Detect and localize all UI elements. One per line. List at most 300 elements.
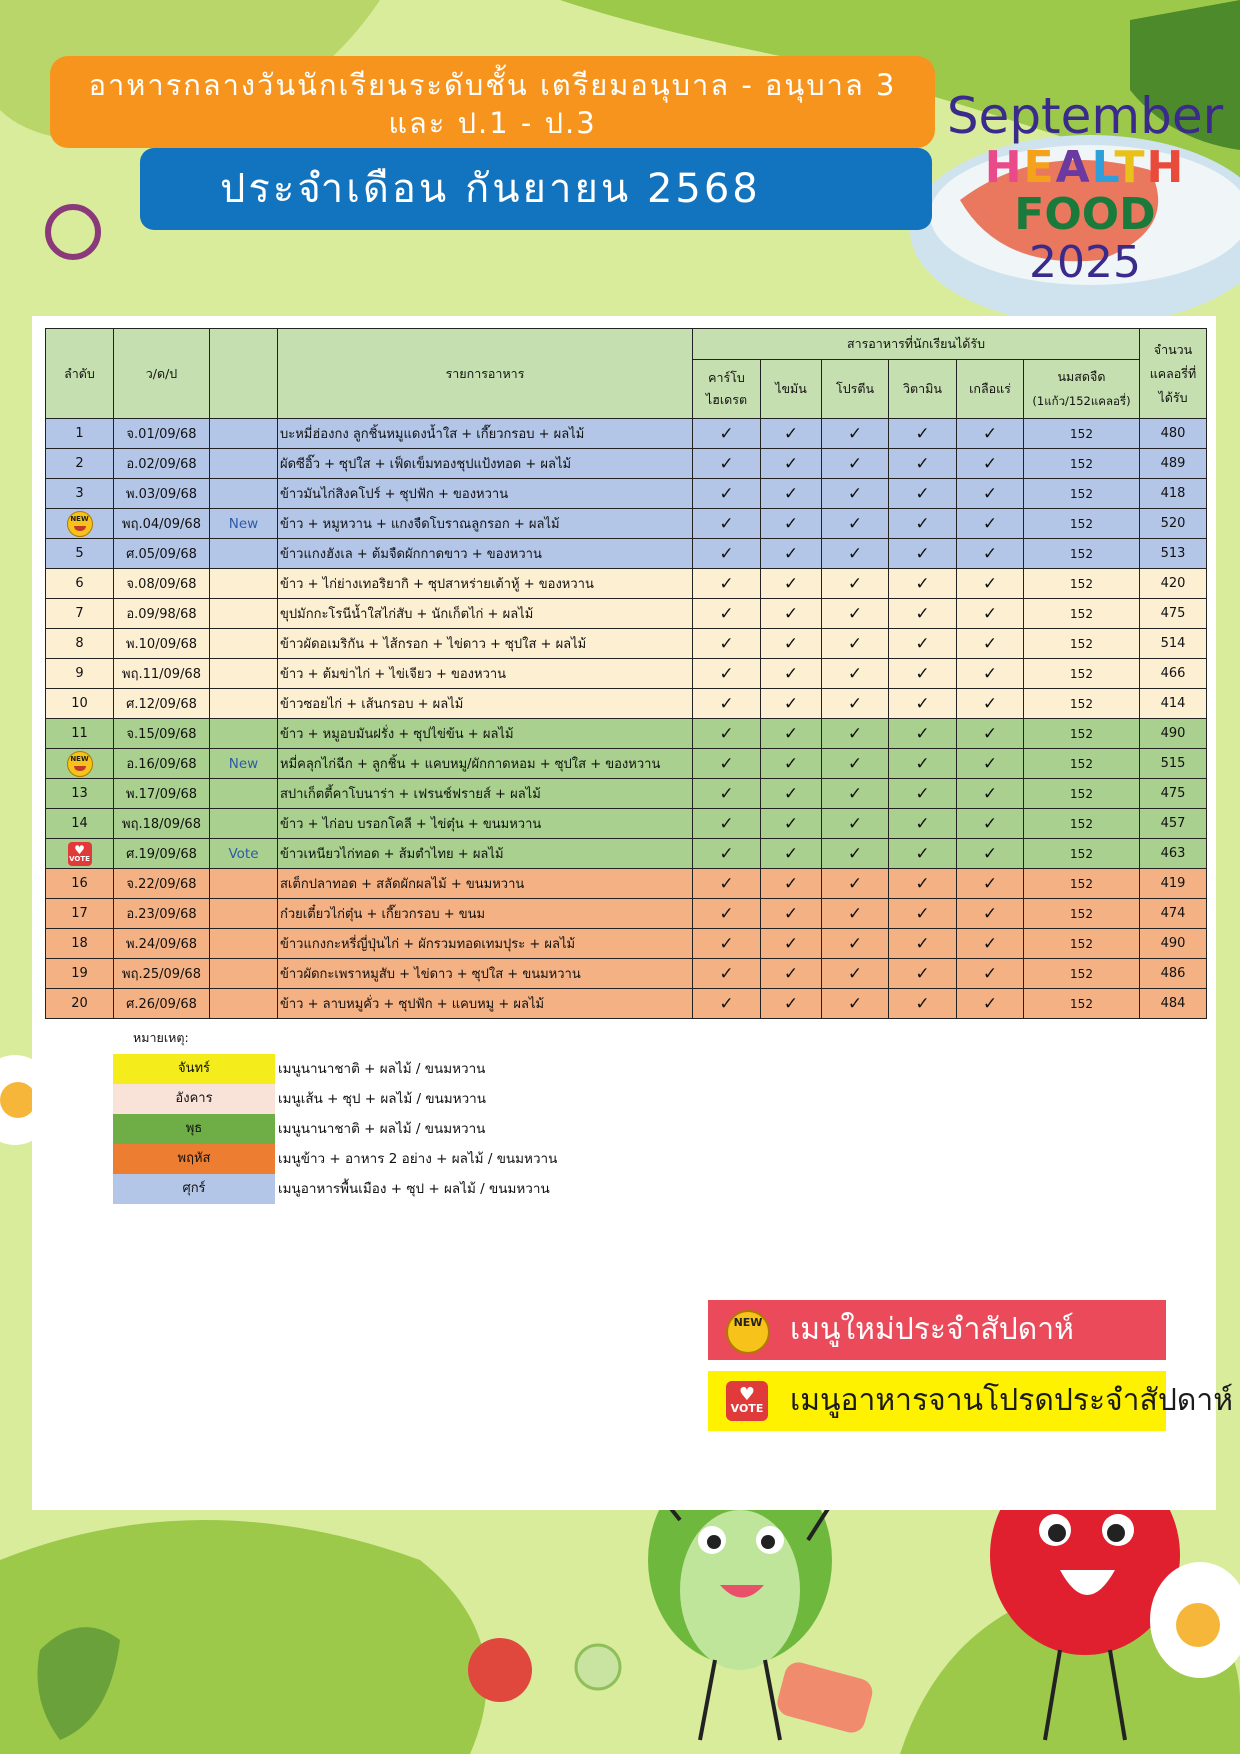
- cell-no: 8: [46, 629, 114, 659]
- cell-check: ✓: [693, 869, 761, 899]
- table-row: [46, 809, 1207, 839]
- cell-no: 3: [46, 479, 114, 509]
- cell-milk: 152: [1024, 629, 1140, 659]
- cell-check: ✓: [693, 569, 761, 599]
- table-row: [46, 839, 1207, 869]
- cell-tag: [210, 689, 278, 719]
- table-row: [46, 899, 1207, 929]
- cell-calories: 514: [1140, 629, 1207, 659]
- new-menu-key-label: เมนูใหม่ประจำสัปดาห์: [790, 1312, 1074, 1347]
- cell-check: ✓: [957, 479, 1024, 509]
- legend-description: เมนูข้าว + อาหาร 2 อย่าง + ผลไม้ / ขนมหวาน: [278, 1151, 558, 1167]
- cell-check: ✓: [761, 599, 822, 629]
- header-protein: โปรตีน: [822, 360, 889, 419]
- cell-check: ✓: [822, 479, 889, 509]
- new-badge-icon: NEW: [726, 1310, 770, 1354]
- cell-tag: [210, 869, 278, 899]
- cell-check: ✓: [822, 659, 889, 689]
- cell-check: ✓: [957, 599, 1024, 629]
- cell-check: ✓: [761, 959, 822, 989]
- cell-check: ✓: [957, 449, 1024, 479]
- cell-no: 7: [46, 599, 114, 629]
- cell-check: ✓: [822, 599, 889, 629]
- cell-check: ✓: [957, 899, 1024, 929]
- table-row: [46, 629, 1207, 659]
- cell-milk: 152: [1024, 899, 1140, 929]
- header-milk-line-1: นมสดจืด: [1057, 369, 1106, 384]
- header-cal-line-1: จำนวน: [1153, 341, 1193, 357]
- cell-check: ✓: [889, 869, 957, 899]
- cell-check: ✓: [693, 809, 761, 839]
- cell-check: ✓: [889, 809, 957, 839]
- cell-check: ✓: [822, 449, 889, 479]
- cell-date: พฤ.04/09/68: [114, 509, 210, 539]
- header-carb-line-1: คาร์โบ: [708, 370, 745, 385]
- cell-tag: [210, 479, 278, 509]
- cell-date: จ.22/09/68: [114, 869, 210, 899]
- cell-date: จ.08/09/68: [114, 569, 210, 599]
- brand-logo: [930, 88, 1240, 288]
- cell-check: ✓: [693, 689, 761, 719]
- cell-tag: [210, 629, 278, 659]
- new-menu-key: [708, 1300, 1166, 1360]
- brand-year: 2025: [1029, 237, 1141, 288]
- cell-date: พฤ.11/09/68: [114, 659, 210, 689]
- table-row: [46, 869, 1207, 899]
- cell-menu: ขุปมักกะโรนีน้ำใสไก่สับ + นักเก็ตไก่ + ผลไม้: [278, 599, 693, 629]
- header-no: ลำดับ: [46, 329, 114, 419]
- cell-check: ✓: [957, 779, 1024, 809]
- vote-menu-key: [708, 1371, 1233, 1431]
- cell-tag: [210, 959, 278, 989]
- table-row: [46, 569, 1207, 599]
- cell-menu: ข้าวแกงฮังเล + ต้มจืดผักกาดขาว + ของหวาน: [278, 539, 693, 569]
- title-banner: [50, 56, 935, 148]
- cell-date: พ.10/09/68: [114, 629, 210, 659]
- cell-calories: 463: [1140, 839, 1207, 869]
- header-vitamin: วิตามิน: [889, 360, 957, 419]
- cell-check: ✓: [957, 539, 1024, 569]
- cell-no: 14: [46, 809, 114, 839]
- cell-menu: ข้าว + ไก่ย่างเทอริยากิ + ซุปสาหร่ายเต้าหู้ + ของหวาน: [278, 569, 693, 599]
- cell-check: ✓: [889, 569, 957, 599]
- cell-check: ✓: [693, 899, 761, 929]
- cell-calories: 420: [1140, 569, 1207, 599]
- cell-menu: บะหมี่ฮ่องกง ลูกชิ้นหมูแดงน้ำใส + เกี๊ยวกรอบ + ผลไม้: [278, 419, 693, 449]
- cell-check: ✓: [761, 479, 822, 509]
- cell-check: ✓: [822, 569, 889, 599]
- cell-tag: [210, 599, 278, 629]
- cell-check: ✓: [822, 539, 889, 569]
- cell-milk: 152: [1024, 419, 1140, 449]
- cell-calories: 490: [1140, 719, 1207, 749]
- cell-check: ✓: [889, 479, 957, 509]
- cell-menu: ก๋วยเตี๋ยวไก่ตุ๋น + เกี๊ยวกรอบ + ขนม: [278, 899, 693, 929]
- cell-calories: 475: [1140, 779, 1207, 809]
- cell-check: ✓: [957, 419, 1024, 449]
- cell-check: ✓: [761, 989, 822, 1019]
- cell-tag: [210, 449, 278, 479]
- cell-tag: New: [210, 509, 278, 539]
- legend-description: เมนูนานาชาติ + ผลไม้ / ขนมหวาน: [278, 1121, 486, 1137]
- cell-tag: [210, 989, 278, 1019]
- header-carb: [693, 360, 761, 419]
- cell-no: 17: [46, 899, 114, 929]
- cell-tag: [210, 929, 278, 959]
- cell-check: ✓: [693, 479, 761, 509]
- cell-check: ✓: [761, 869, 822, 899]
- cell-calories: 515: [1140, 749, 1207, 779]
- header-milk: [1024, 360, 1140, 419]
- cell-no: [46, 509, 114, 539]
- legend-day-swatch: พฤหัส: [113, 1144, 275, 1174]
- cell-menu: สเต็กปลาทอด + สลัดผักผลไม้ + ขนมหวาน: [278, 869, 693, 899]
- cell-menu: ผัดซีอิ๊ว + ซุปใส + เฟ็ดเข็มทองชุปแป้งทอด + ผลไม้: [278, 449, 693, 479]
- legend-description: เมนูอาหารพื้นเมือง + ซุป + ผลไม้ / ขนมหวาน: [278, 1181, 550, 1197]
- month-title: ประจำเดือน กันยายน 2568: [220, 166, 761, 212]
- cell-milk: 152: [1024, 539, 1140, 569]
- cell-check: ✓: [693, 509, 761, 539]
- new-badge-icon: NEW: [67, 751, 93, 777]
- brand-health-letter: L: [1091, 142, 1115, 193]
- cell-check: ✓: [822, 869, 889, 899]
- cell-check: ✓: [761, 749, 822, 779]
- table-row: [46, 989, 1207, 1019]
- cell-calories: 457: [1140, 809, 1207, 839]
- cell-date: พฤ.25/09/68: [114, 959, 210, 989]
- cell-check: ✓: [761, 629, 822, 659]
- cell-check: ✓: [889, 959, 957, 989]
- brand-health: [930, 144, 1240, 192]
- cell-menu: ข้าวเหนียวไก่ทอด + ส้มตำไทย + ผลไม้: [278, 839, 693, 869]
- cell-milk: 152: [1024, 569, 1140, 599]
- header-carb-line-2: ไฮเดรต: [705, 392, 748, 407]
- cell-tag: [210, 899, 278, 929]
- cell-check: ✓: [889, 449, 957, 479]
- cell-calories: 418: [1140, 479, 1207, 509]
- cell-milk: 152: [1024, 689, 1140, 719]
- cell-menu: ข้าว + หมูหวาน + แกงจืดโบราณลูกรอก + ผลไม้: [278, 509, 693, 539]
- cell-calories: 419: [1140, 869, 1207, 899]
- month-banner: [140, 148, 932, 230]
- cell-check: ✓: [761, 899, 822, 929]
- cell-calories: 480: [1140, 419, 1207, 449]
- cell-check: ✓: [889, 749, 957, 779]
- cell-check: ✓: [693, 629, 761, 659]
- cell-check: ✓: [889, 989, 957, 1019]
- cell-check: ✓: [761, 929, 822, 959]
- cell-check: ✓: [957, 509, 1024, 539]
- cell-menu: ข้าวแกงกะหรี่ญี่ปุ่นไก่ + ผักรวมทอดเทมปุระ + ผลไม้: [278, 929, 693, 959]
- cell-check: ✓: [822, 509, 889, 539]
- cell-no: [46, 839, 114, 869]
- cell-check: ✓: [693, 719, 761, 749]
- cell-date: จ.01/09/68: [114, 419, 210, 449]
- cell-date: ศ.05/09/68: [114, 539, 210, 569]
- cell-calories: 489: [1140, 449, 1207, 479]
- cell-check: ✓: [889, 689, 957, 719]
- cell-menu: สปาเก็ตตี้คาโบนาร่า + เฟรนช์ฟรายส์ + ผลไม้: [278, 779, 693, 809]
- cell-check: ✓: [761, 839, 822, 869]
- cell-check: ✓: [761, 419, 822, 449]
- cell-tag: [210, 569, 278, 599]
- cell-no: 1: [46, 419, 114, 449]
- cell-check: ✓: [889, 719, 957, 749]
- table-row: [46, 509, 1207, 539]
- cell-tag: [210, 419, 278, 449]
- cell-check: ✓: [957, 629, 1024, 659]
- legend-day-swatch: อังคาร: [113, 1084, 275, 1114]
- cell-check: ✓: [693, 749, 761, 779]
- table-row: [46, 539, 1207, 569]
- cell-menu: ข้าวผัดอเมริกัน + ไส้กรอก + ไข่ดาว + ซุปใส + ผลไม้: [278, 629, 693, 659]
- table-row: [46, 959, 1207, 989]
- cell-milk: 152: [1024, 719, 1140, 749]
- cell-check: ✓: [957, 719, 1024, 749]
- cell-check: ✓: [761, 539, 822, 569]
- legend-item: [113, 1144, 713, 1174]
- cell-tag: [210, 719, 278, 749]
- cell-check: ✓: [693, 539, 761, 569]
- cell-milk: 152: [1024, 809, 1140, 839]
- cell-menu: ข้าวผัดกะเพราหมูสับ + ไข่ดาว + ซุปใส + ขนมหวาน: [278, 959, 693, 989]
- cell-calories: 486: [1140, 959, 1207, 989]
- cell-check: ✓: [822, 749, 889, 779]
- cell-check: ✓: [693, 959, 761, 989]
- cell-check: ✓: [822, 929, 889, 959]
- legend-item: [113, 1084, 713, 1114]
- cell-check: ✓: [957, 989, 1024, 1019]
- vote-badge-icon: ♥ VOTE: [726, 1381, 768, 1421]
- cell-date: พฤ.18/09/68: [114, 809, 210, 839]
- cell-calories: 475: [1140, 599, 1207, 629]
- brand-health-letter: E: [1023, 142, 1056, 193]
- header-menu: รายการอาหาร: [278, 329, 693, 419]
- cell-check: ✓: [889, 929, 957, 959]
- cell-no: 11: [46, 719, 114, 749]
- cell-date: ศ.26/09/68: [114, 989, 210, 1019]
- cell-check: ✓: [693, 839, 761, 869]
- cell-milk: 152: [1024, 989, 1140, 1019]
- brand-health-letter: A: [1055, 142, 1092, 193]
- cell-check: ✓: [957, 569, 1024, 599]
- cell-check: ✓: [957, 929, 1024, 959]
- cell-date: ศ.12/09/68: [114, 689, 210, 719]
- cell-check: ✓: [761, 509, 822, 539]
- table-row: [46, 479, 1207, 509]
- cell-no: 6: [46, 569, 114, 599]
- cell-tag: [210, 779, 278, 809]
- cell-check: ✓: [889, 419, 957, 449]
- title-line-2: และ ป.1 - ป.3: [388, 106, 597, 140]
- cell-check: ✓: [761, 779, 822, 809]
- legend-item: [113, 1114, 713, 1144]
- cell-milk: 152: [1024, 449, 1140, 479]
- cell-menu: หมี่คลุกไก่ฉีก + ลูกชิ้น + แคบหมู/ผักกาดหอม + ซุปใส + ของหวาน: [278, 749, 693, 779]
- cell-tag: [210, 539, 278, 569]
- cell-check: ✓: [889, 659, 957, 689]
- cell-date: อ.02/09/68: [114, 449, 210, 479]
- cell-check: ✓: [693, 929, 761, 959]
- legend-day-swatch: ศุกร์: [113, 1174, 275, 1204]
- cell-check: ✓: [693, 659, 761, 689]
- header-cal-line-2: แคลอรี่ที่: [1149, 365, 1197, 381]
- cell-no: 5: [46, 539, 114, 569]
- table-row: [46, 779, 1207, 809]
- header-calories: [1140, 329, 1207, 419]
- cell-check: ✓: [693, 419, 761, 449]
- cell-calories: 414: [1140, 689, 1207, 719]
- cell-check: ✓: [889, 629, 957, 659]
- cell-milk: 152: [1024, 479, 1140, 509]
- cell-check: ✓: [889, 509, 957, 539]
- cell-milk: 152: [1024, 959, 1140, 989]
- legend-day-swatch: จันทร์: [113, 1054, 275, 1084]
- cell-no: 2: [46, 449, 114, 479]
- legend-description: เมนูนานาชาติ + ผลไม้ / ขนมหวาน: [278, 1061, 486, 1077]
- cell-date: อ.16/09/68: [114, 749, 210, 779]
- header-mineral: เกลือแร่: [957, 360, 1024, 419]
- header-fat: ไขมัน: [761, 360, 822, 419]
- cell-check: ✓: [889, 539, 957, 569]
- header-tag: [210, 329, 278, 419]
- cell-no: [46, 749, 114, 779]
- cell-date: พ.24/09/68: [114, 929, 210, 959]
- cell-tag: [210, 809, 278, 839]
- cell-date: พ.17/09/68: [114, 779, 210, 809]
- cell-no: 13: [46, 779, 114, 809]
- vote-badge-icon: ♥ VOTE: [68, 842, 92, 866]
- cell-milk: 152: [1024, 869, 1140, 899]
- cell-no: 9: [46, 659, 114, 689]
- table-row: [46, 719, 1207, 749]
- cell-menu: ข้าว + หมูอบมันฝรั่ง + ซุปไข่ข้น + ผลไม้: [278, 719, 693, 749]
- legend-day-swatch: พุธ: [113, 1114, 275, 1144]
- cell-no: 16: [46, 869, 114, 899]
- cell-date: อ.09/98/68: [114, 599, 210, 629]
- cell-no: 19: [46, 959, 114, 989]
- cell-check: ✓: [822, 959, 889, 989]
- cell-date: อ.23/09/68: [114, 899, 210, 929]
- legend-note: หมายเหตุ:: [133, 1030, 189, 1045]
- cell-check: ✓: [889, 899, 957, 929]
- cell-check: ✓: [693, 989, 761, 1019]
- header-date: ว/ด/ป: [114, 329, 210, 419]
- cell-calories: 490: [1140, 929, 1207, 959]
- cell-check: ✓: [957, 839, 1024, 869]
- cell-check: ✓: [822, 629, 889, 659]
- menu-table: [45, 328, 1207, 1019]
- cell-check: ✓: [693, 599, 761, 629]
- table-row: [46, 659, 1207, 689]
- cell-calories: 484: [1140, 989, 1207, 1019]
- table-row: [46, 419, 1207, 449]
- cell-check: ✓: [761, 569, 822, 599]
- cell-tag: New: [210, 749, 278, 779]
- brand-health-letter: H: [1146, 142, 1186, 193]
- cell-menu: ข้าวซอยไก่ + เส้นกรอบ + ผลไม้: [278, 689, 693, 719]
- cell-check: ✓: [761, 659, 822, 689]
- cell-check: ✓: [761, 689, 822, 719]
- cell-calories: 466: [1140, 659, 1207, 689]
- cell-milk: 152: [1024, 929, 1140, 959]
- legend-description: เมนูเส้น + ซุป + ผลไม้ / ขนมหวาน: [278, 1091, 486, 1107]
- brand-month: September: [946, 87, 1224, 145]
- cell-check: ✓: [693, 779, 761, 809]
- cell-check: ✓: [822, 839, 889, 869]
- cell-tag: [210, 659, 278, 689]
- cell-calories: 513: [1140, 539, 1207, 569]
- cell-check: ✓: [693, 449, 761, 479]
- brand-food: FOOD: [1014, 189, 1156, 240]
- cell-check: ✓: [889, 839, 957, 869]
- cell-no: 18: [46, 929, 114, 959]
- cell-milk: 152: [1024, 659, 1140, 689]
- cell-milk: 152: [1024, 749, 1140, 779]
- table-row: [46, 929, 1207, 959]
- brand-health-letter: T: [1114, 142, 1147, 193]
- cell-check: ✓: [957, 809, 1024, 839]
- new-badge-icon: NEW: [67, 511, 93, 537]
- header-nutrients: สารอาหารที่นักเรียนได้รับ: [693, 329, 1140, 360]
- cell-tag: Vote: [210, 839, 278, 869]
- cell-menu: ข้าว + ลาบหมูคั่ว + ซุปฟัก + แคบหมู + ผลไม้: [278, 989, 693, 1019]
- legend-item: [113, 1054, 713, 1084]
- cell-milk: 152: [1024, 839, 1140, 869]
- cell-menu: ข้าว + ไก่อบ บรอกโคลี + ไข่ตุ๋น + ขนมหวาน: [278, 809, 693, 839]
- cell-check: ✓: [822, 689, 889, 719]
- cell-check: ✓: [889, 599, 957, 629]
- header-milk-line-2: (1แก้ว/152แคลอรี่): [1032, 394, 1131, 408]
- cell-date: พ.03/09/68: [114, 479, 210, 509]
- cell-check: ✓: [761, 449, 822, 479]
- cell-check: ✓: [957, 659, 1024, 689]
- cell-check: ✓: [957, 689, 1024, 719]
- header-cal-line-3: ได้รับ: [1158, 389, 1188, 405]
- legend-item: [113, 1174, 713, 1204]
- vote-menu-key-label: เมนูอาหารจานโปรดประจำสัปดาห์: [790, 1383, 1233, 1418]
- cell-check: ✓: [761, 809, 822, 839]
- title-line-1: อาหารกลางวันนักเรียนระดับชั้น เตรียมอนุบาล - อนุบาล 3: [88, 68, 897, 102]
- cell-date: จ.15/09/68: [114, 719, 210, 749]
- cell-calories: 474: [1140, 899, 1207, 929]
- cell-check: ✓: [822, 419, 889, 449]
- table-row: [46, 599, 1207, 629]
- cell-check: ✓: [822, 719, 889, 749]
- cell-menu: ข้าว + ต้มข่าไก่ + ไข่เจียว + ของหวาน: [278, 659, 693, 689]
- cell-check: ✓: [889, 779, 957, 809]
- brand-health-letter: H: [984, 142, 1024, 193]
- cell-milk: 152: [1024, 599, 1140, 629]
- cell-check: ✓: [761, 719, 822, 749]
- cell-date: ศ.19/09/68: [114, 839, 210, 869]
- cell-no: 20: [46, 989, 114, 1019]
- cell-menu: ข้าวมันไก่สิงคโปร์ + ซุปฟัก + ของหวาน: [278, 479, 693, 509]
- cell-check: ✓: [957, 869, 1024, 899]
- cell-check: ✓: [822, 779, 889, 809]
- cell-milk: 152: [1024, 779, 1140, 809]
- cell-check: ✓: [822, 899, 889, 929]
- cell-milk: 152: [1024, 509, 1140, 539]
- table-row: [46, 749, 1207, 779]
- cell-check: ✓: [957, 959, 1024, 989]
- cell-check: ✓: [822, 809, 889, 839]
- cell-calories: 520: [1140, 509, 1207, 539]
- table-row: [46, 449, 1207, 479]
- cell-check: ✓: [822, 989, 889, 1019]
- cell-check: ✓: [957, 749, 1024, 779]
- table-row: [46, 689, 1207, 719]
